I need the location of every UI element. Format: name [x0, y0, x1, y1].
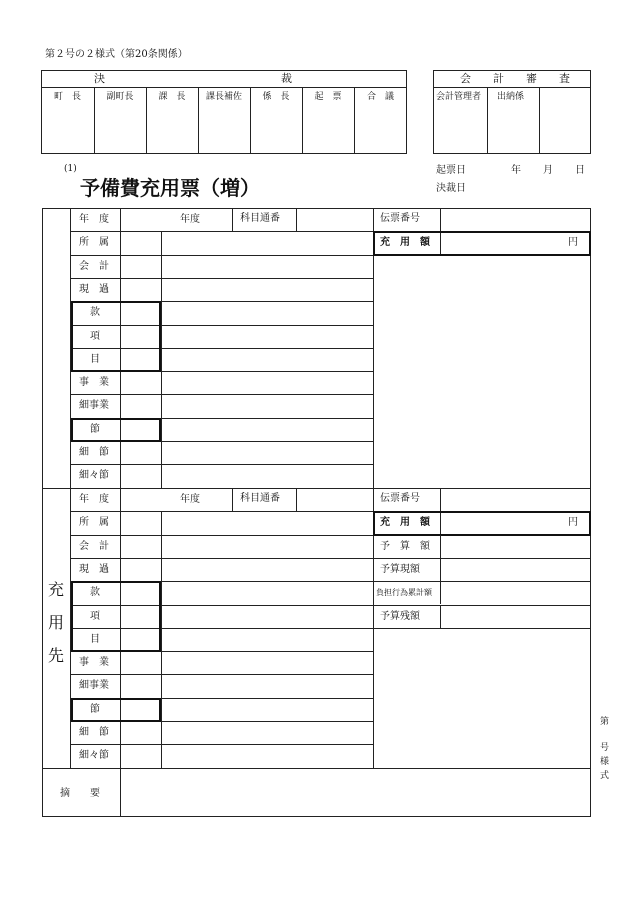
side-label-2: 先	[48, 646, 65, 665]
bottom-nendo: 年度	[180, 494, 200, 505]
bottom-row-label-9: 節	[90, 703, 100, 715]
bottom-row-label-0: 年 度	[79, 494, 109, 505]
draft-date-label: 起票日	[436, 165, 466, 176]
bottom-juyo: 充 用 額	[380, 517, 430, 529]
side-note-go: 号	[600, 743, 610, 753]
bottom-budget-3: 予算残額	[380, 610, 420, 622]
audit-role-suitou: 出納係	[497, 92, 525, 102]
approval-role-4: 係 長	[262, 92, 290, 102]
bottom-row-label-11: 細々節	[79, 750, 109, 762]
top-row-label-0: 年 度	[79, 214, 109, 225]
top-kamoku: 科目通番	[240, 213, 280, 224]
top-row-label-7: 事 業	[79, 377, 109, 389]
top-juyo: 充 用 額	[380, 237, 430, 249]
approval-role-5: 起 票	[314, 92, 342, 102]
top-row-label-10: 細 節	[79, 447, 109, 458]
top-denpyo: 伝票番号	[380, 213, 420, 224]
side-label-1: 用	[48, 613, 65, 632]
approval-role-2: 課 長	[158, 92, 186, 102]
approval-header: 決 裁	[94, 72, 292, 85]
top-row-label-4: 款	[90, 307, 100, 319]
bottom-budget-0: 予 算 額	[380, 540, 430, 552]
top-row-label-3: 現 過	[79, 283, 109, 295]
top-yen: 円	[568, 237, 578, 249]
bottom-budget-1: 予算現額	[380, 563, 420, 575]
bottom-denpyo: 伝票番号	[380, 493, 420, 504]
bottom-row-label-10: 細 節	[79, 727, 109, 738]
approval-role-0: 町 長	[53, 92, 81, 102]
approval-role-1: 副町長	[106, 92, 134, 102]
side-note-you: 様	[600, 757, 610, 767]
top-row-label-1: 所 属	[79, 237, 109, 249]
bottom-row-label-6: 目	[90, 633, 100, 645]
bottom-row-label-1: 所 属	[79, 517, 109, 529]
draft-date-ymd: 年 月 日	[511, 165, 591, 176]
audit-role-kaikei: 会計管理者	[436, 92, 482, 102]
top-row-label-9: 節	[90, 423, 100, 435]
form-id: 第２号の２様式（第20条関係）	[45, 49, 188, 60]
top-row-label-8: 細事業	[79, 400, 109, 412]
bottom-row-label-3: 現 過	[79, 563, 109, 575]
side-note-dai: 第	[600, 717, 610, 727]
title-number: (1)	[64, 164, 77, 174]
approval-role-3: 課長補佐	[205, 92, 242, 102]
page-title: 予備費充用票（増）	[80, 176, 260, 200]
top-row-label-2: 会 計	[79, 260, 109, 272]
summary-label: 摘 要	[60, 788, 100, 799]
bottom-yen: 円	[568, 517, 578, 529]
bottom-budget-2: 負担行為累計額	[376, 588, 432, 598]
top-row-label-11: 細々節	[79, 470, 109, 482]
side-label-0: 充	[48, 580, 65, 599]
bottom-row-label-5: 項	[90, 610, 100, 622]
decision-date-label: 決裁日	[436, 183, 466, 194]
audit-header: 会 計 審 査	[460, 72, 570, 85]
bottom-row-label-7: 事 業	[79, 657, 109, 669]
bottom-row-label-4: 款	[90, 587, 100, 599]
bottom-row-label-8: 細事業	[79, 680, 109, 692]
top-nendo: 年度	[180, 214, 200, 225]
bottom-kamoku: 科目通番	[240, 493, 280, 504]
bottom-row-label-2: 会 計	[79, 540, 109, 552]
top-row-label-6: 目	[90, 353, 100, 365]
approval-role-6: 合 議	[366, 92, 394, 102]
top-row-label-5: 項	[90, 330, 100, 342]
side-note-shiki: 式	[600, 771, 610, 781]
